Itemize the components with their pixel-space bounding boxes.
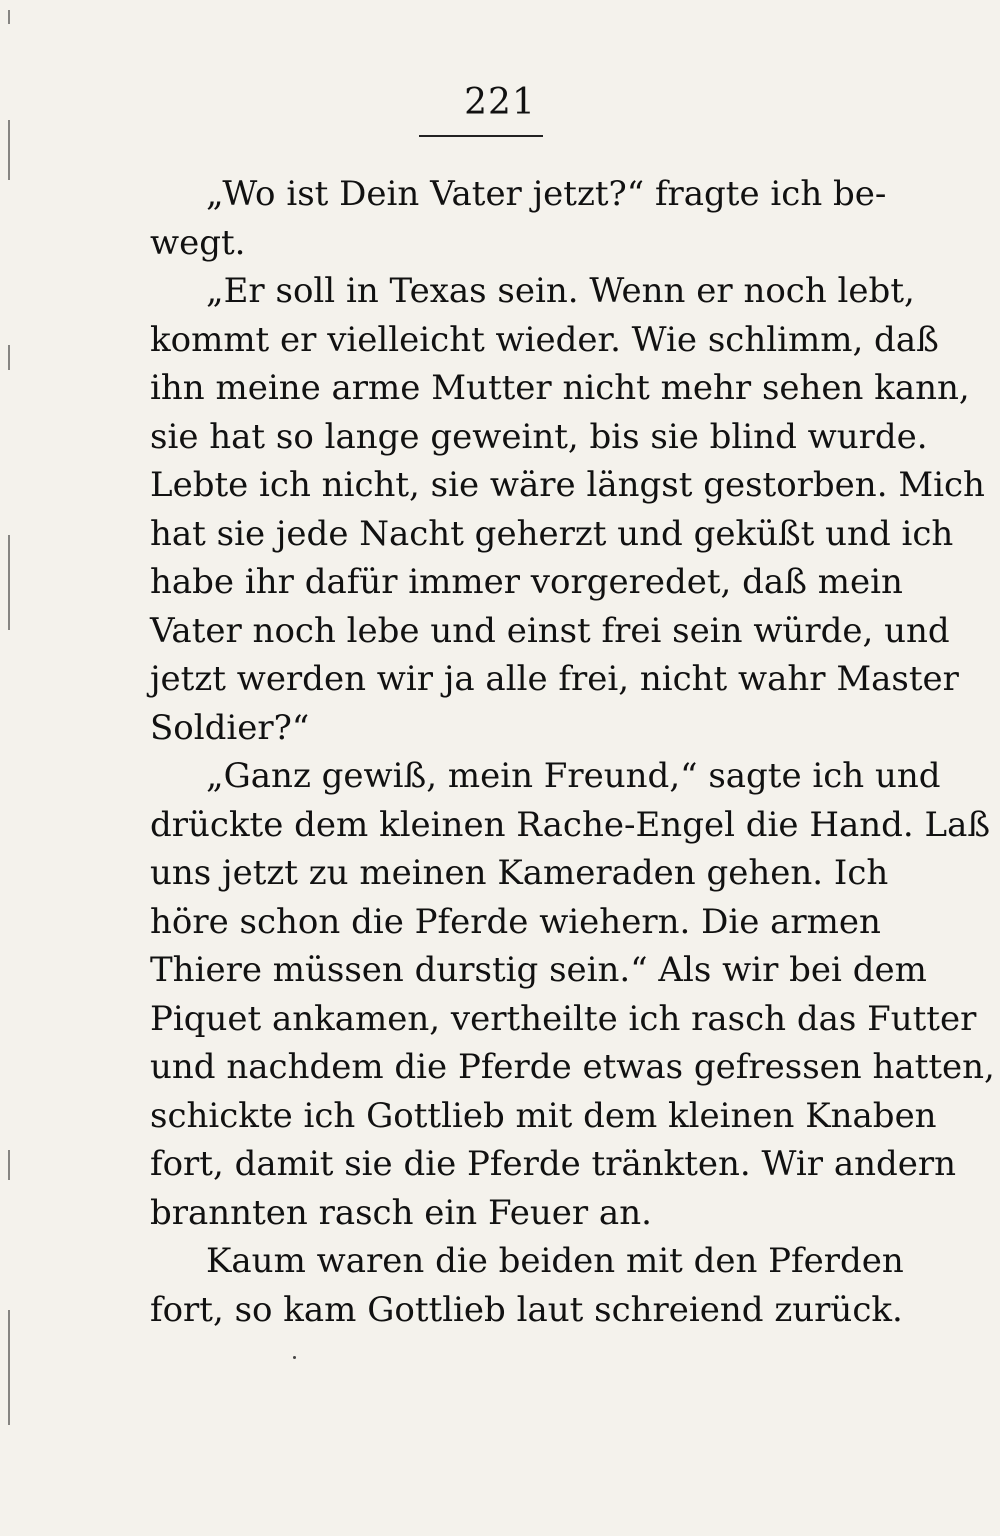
text-line: Lebte ich nicht, sie wäre längst gestorben. Mich: [150, 465, 985, 505]
text-line: wegt.: [150, 222, 246, 263]
text-line: kommt er vielleicht wieder. Wie schlimm, daß: [150, 319, 939, 360]
margin-scan-mark: [8, 1150, 10, 1180]
text-line: „Ganz gewiß, mein Freund,“ sagte ich und: [206, 756, 941, 796]
text-line: Soldier?“: [150, 707, 310, 748]
text-line: Kaum waren die beiden mit den Pferden: [206, 1241, 904, 1281]
text-line: drückte dem kleinen Rache-Engel die Hand. Laß: [150, 804, 991, 845]
text-line: Vater noch lebe und einst frei sein würde, und: [150, 610, 950, 651]
margin-scan-mark: [8, 535, 10, 630]
text-line: habe ihr dafür immer vorgeredet, daß mein: [150, 562, 903, 602]
body-text: [150, 170, 995, 1334]
text-line: Thiere müssen durstig sein.“ Als wir bei dem: [150, 950, 927, 990]
text-line: „Wo ist Dein Vater jetzt?“ fragte ich be-: [206, 174, 887, 214]
text-line: höre schon die Pferde wiehern. Die armen: [150, 901, 881, 942]
text-line: und nachdem die Pferde etwas gefressen hatten,: [150, 1047, 995, 1087]
margin-scan-mark: [8, 120, 10, 180]
text-line: hat sie jede Nacht geherzt und geküßt und ich: [150, 513, 954, 554]
text-line: „Er soll in Texas sein. Wenn er noch lebt,: [206, 271, 915, 311]
text-line: schickte ich Gottlieb mit dem kleinen Knaben: [150, 1095, 937, 1136]
page-number: 221: [464, 82, 536, 123]
text-line: jetzt werden wir ja alle frei, nicht wahr Master: [150, 659, 959, 699]
text-line: Piquet ankamen, vertheilte ich rasch das Futter: [150, 998, 977, 1039]
text-line: brannten rasch ein Feuer an.: [150, 1192, 652, 1233]
scan-speck: [293, 1356, 296, 1359]
margin-scan-mark: [8, 1310, 10, 1425]
text-line: fort, so kam Gottlieb laut schreiend zurück.: [150, 1289, 903, 1330]
page-number-rule: [419, 135, 543, 137]
text-line: uns jetzt zu meinen Kameraden gehen. Ich: [150, 853, 889, 893]
text-line: ihn meine arme Mutter nicht mehr sehen kann,: [150, 368, 970, 408]
text-line: fort, damit sie die Pferde tränkten. Wir andern: [150, 1144, 957, 1184]
margin-scan-mark: [8, 345, 10, 370]
text-line: sie hat so lange geweint, bis sie blind wurde.: [150, 416, 928, 457]
margin-scan-mark: [8, 10, 10, 24]
